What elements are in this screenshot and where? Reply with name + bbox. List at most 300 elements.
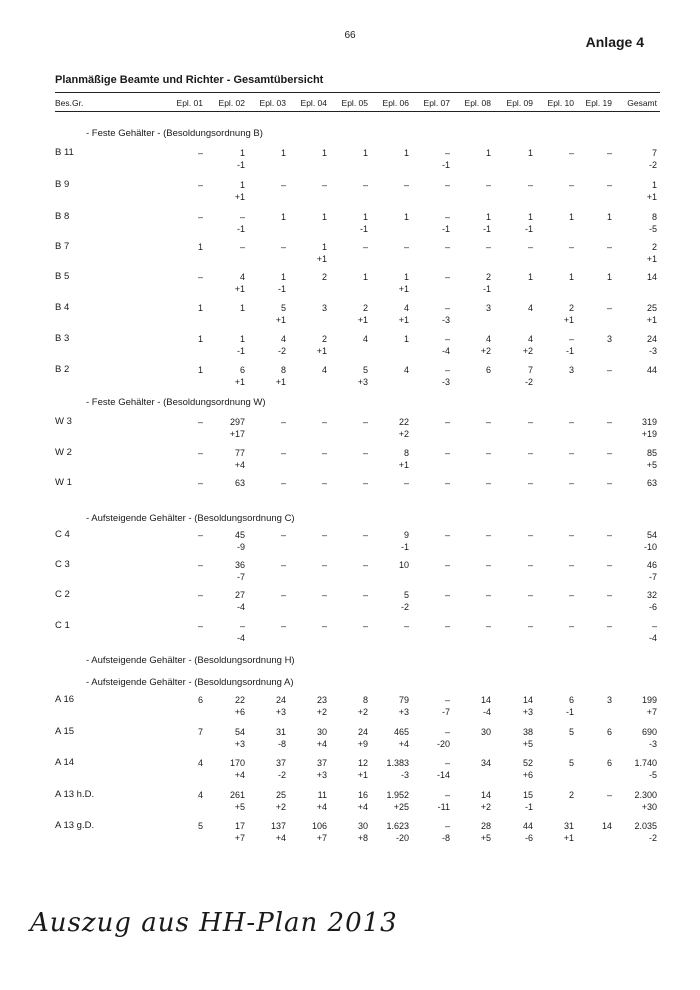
table-cell-change: +1 — [398, 284, 409, 294]
table-cell-value: – — [606, 148, 612, 158]
table-cell-change: +1 — [275, 377, 286, 387]
table-cell-change: +2 — [522, 346, 533, 356]
table-cell-value: – — [197, 590, 203, 600]
table-cell-value: – — [444, 478, 450, 488]
table-cell-change: -1 — [277, 284, 286, 294]
table-cell-value: – — [197, 560, 203, 570]
table-cell-value: 7 — [197, 727, 203, 737]
table-cell-value: – — [197, 530, 203, 540]
table-cell-value: 137 — [270, 821, 286, 831]
table-cell-value: 6 — [606, 727, 612, 737]
row-label: B 3 — [55, 333, 70, 344]
table-cell-value: – — [568, 148, 574, 158]
table-cell-value: 1 — [280, 212, 286, 222]
table-cell-value: 1 — [239, 180, 245, 190]
table-cell-value: 1 — [485, 212, 491, 222]
header-rule-top — [55, 92, 660, 93]
table-cell-value: – — [444, 530, 450, 540]
table-cell-value: – — [651, 621, 657, 631]
table-cell-value: – — [527, 560, 533, 570]
table-cell-value: 2 — [321, 272, 327, 282]
table-cell-value: 2 — [485, 272, 491, 282]
table-cell-value: – — [444, 560, 450, 570]
table-cell-change: -1 — [359, 224, 368, 234]
table-cell-value: – — [321, 560, 327, 570]
table-cell-change: -1 — [236, 224, 245, 234]
table-cell-value: – — [280, 180, 286, 190]
table-cell-change: +2 — [316, 707, 327, 717]
table-cell-value: – — [444, 695, 450, 705]
table-cell-value: 23 — [316, 695, 327, 705]
table-cell-value: 1 — [651, 180, 657, 190]
table-cell-value: 1 — [197, 303, 203, 313]
column-header: Epl. 03 — [259, 98, 286, 108]
table-cell-value: – — [568, 560, 574, 570]
table-cell-change: +1 — [275, 315, 286, 325]
table-cell-change: +4 — [234, 770, 245, 780]
table-cell-change: +7 — [316, 833, 327, 843]
table-cell-value: 1 — [527, 148, 533, 158]
table-cell-value: – — [321, 621, 327, 631]
table-cell-value: 11 — [317, 790, 327, 800]
table-cell-change: +1 — [316, 254, 327, 264]
table-cell-value: 1 — [321, 212, 327, 222]
table-cell-change: -1 — [524, 224, 533, 234]
row-label: A 16 — [55, 694, 75, 705]
table-cell-value: 1 — [280, 272, 286, 282]
table-cell-change: -2 — [648, 160, 657, 170]
table-cell-value: 24 — [275, 695, 286, 705]
table-cell-value: – — [280, 242, 286, 252]
table-cell-value: – — [403, 180, 409, 190]
table-cell-value: 15 — [522, 790, 533, 800]
table-cell-change: +1 — [234, 377, 245, 387]
table-cell-change: -8 — [277, 739, 286, 749]
row-label: B 5 — [55, 271, 70, 282]
table-cell-value: 4 — [239, 272, 245, 282]
table-cell-value: – — [280, 417, 286, 427]
table-cell-value: – — [606, 180, 612, 190]
table-cell-value: 1 — [527, 272, 533, 282]
column-header: Epl. 05 — [341, 98, 368, 108]
table-cell-change: +9 — [357, 739, 368, 749]
table-cell-value: – — [485, 448, 491, 458]
table-cell-value: 30 — [316, 727, 327, 737]
row-label: B 7 — [55, 241, 70, 252]
handwritten-note: Auszug aus HH-Plan 2013 — [30, 908, 398, 938]
table-cell-value: – — [280, 478, 286, 488]
table-cell-value: 1 — [239, 303, 245, 313]
table-cell-value: 4 — [197, 758, 203, 768]
table-cell-change: -1 — [441, 224, 450, 234]
table-cell-value: – — [444, 365, 450, 375]
table-cell-change: +5 — [480, 833, 491, 843]
table-cell-change: +2 — [275, 802, 286, 812]
table-cell-value: – — [444, 790, 450, 800]
table-cell-value: 38 — [522, 727, 533, 737]
table-cell-value: 4 — [280, 334, 286, 344]
table-cell-value: – — [197, 448, 203, 458]
column-header: Epl. 02 — [218, 98, 245, 108]
table-cell-change: -1 — [565, 707, 574, 717]
table-cell-change: -1 — [236, 160, 245, 170]
table-cell-value: 1 — [321, 242, 327, 252]
table-cell-value: 31 — [275, 727, 286, 737]
table-cell-value: 36 — [234, 560, 245, 570]
table-cell-value: 54 — [646, 530, 657, 540]
table-cell-value: 2 — [568, 790, 574, 800]
table-cell-value: 14 — [480, 790, 491, 800]
table-cell-value: 1 — [197, 334, 203, 344]
table-cell-value: 27 — [234, 590, 245, 600]
table-cell-value: – — [280, 621, 286, 631]
table-cell-value: 2.035 — [634, 821, 657, 831]
table-cell-value: – — [197, 212, 203, 222]
table-cell-value: 1 — [568, 212, 574, 222]
table-cell-value: 297 — [229, 417, 245, 427]
table-cell-value: 14 — [522, 695, 533, 705]
column-header: Epl. 04 — [300, 98, 327, 108]
table-cell-change: +3 — [234, 739, 245, 749]
table-cell-value: 4 — [527, 303, 533, 313]
table-cell-value: – — [197, 272, 203, 282]
table-cell-value: 1 — [606, 272, 612, 282]
table-cell-value: 170 — [229, 758, 245, 768]
table-cell-change: +1 — [316, 346, 327, 356]
table-cell-value: 14 — [480, 695, 491, 705]
table-cell-value: – — [362, 560, 368, 570]
table-cell-value: – — [444, 821, 450, 831]
table-cell-value: 8 — [403, 448, 409, 458]
table-cell-value: 3 — [606, 695, 612, 705]
table-cell-value: 4 — [362, 334, 368, 344]
table-cell-value: – — [527, 417, 533, 427]
table-cell-change: +6 — [522, 770, 533, 780]
table-cell-value: 4 — [527, 334, 533, 344]
table-cell-change: -1 — [524, 802, 533, 812]
table-cell-value: 1 — [362, 212, 368, 222]
table-cell-value: – — [362, 590, 368, 600]
table-cell-value: 63 — [234, 478, 245, 488]
table-cell-change: +6 — [234, 707, 245, 717]
table-cell-value: 2 — [362, 303, 368, 313]
table-cell-value: 2.300 — [634, 790, 657, 800]
table-cell-value: – — [485, 530, 491, 540]
table-cell-change: -1 — [482, 224, 491, 234]
row-label: B 2 — [55, 364, 70, 375]
section-heading: - Feste Gehälter - (Besoldungsordnung W) — [86, 397, 266, 408]
table-cell-value: – — [568, 417, 574, 427]
header-rule-bottom — [55, 111, 660, 112]
table-cell-value: – — [485, 590, 491, 600]
table-cell-value: 22 — [398, 417, 409, 427]
table-cell-value: – — [485, 180, 491, 190]
table-cell-value: – — [527, 590, 533, 600]
table-cell-value: – — [444, 180, 450, 190]
table-cell-value: – — [403, 621, 409, 631]
table-cell-value: – — [606, 417, 612, 427]
table-cell-value: – — [568, 530, 574, 540]
table-title: Planmäßige Beamte und Richter - Gesamtübersicht — [55, 74, 324, 86]
table-cell-change: -1 — [482, 284, 491, 294]
table-cell-value: 1.383 — [386, 758, 409, 768]
table-cell-change: +4 — [234, 460, 245, 470]
table-cell-value: – — [606, 530, 612, 540]
table-cell-value: 77 — [234, 448, 245, 458]
table-cell-value: 14 — [601, 821, 612, 831]
table-cell-change: +19 — [641, 429, 657, 439]
table-cell-value: 85 — [646, 448, 657, 458]
table-cell-change: -20 — [436, 739, 450, 749]
table-cell-change: +3 — [398, 707, 409, 717]
table-cell-value: – — [606, 448, 612, 458]
table-cell-change: +8 — [357, 833, 368, 843]
table-cell-change: -14 — [436, 770, 450, 780]
table-cell-change: +1 — [646, 254, 657, 264]
table-cell-value: – — [444, 758, 450, 768]
table-cell-value: 37 — [316, 758, 327, 768]
row-label: B 4 — [55, 302, 70, 313]
table-cell-change: +30 — [641, 802, 657, 812]
column-header: Epl. 01 — [176, 98, 203, 108]
table-cell-change: +4 — [275, 833, 286, 843]
table-cell-value: 5 — [403, 590, 409, 600]
table-cell-value: – — [197, 621, 203, 631]
table-cell-value: – — [321, 478, 327, 488]
table-cell-value: 261 — [229, 790, 245, 800]
column-header: Epl. 07 — [423, 98, 450, 108]
table-cell-value: 17 — [234, 821, 245, 831]
table-cell-value: – — [527, 242, 533, 252]
table-cell-value: 16 — [357, 790, 368, 800]
table-cell-value: 319 — [641, 417, 657, 427]
table-cell-value: – — [606, 621, 612, 631]
table-cell-value: 30 — [480, 727, 491, 737]
table-cell-change: -4 — [236, 602, 245, 612]
table-cell-value: – — [527, 530, 533, 540]
table-cell-change: +1 — [357, 770, 368, 780]
table-cell-value: – — [362, 417, 368, 427]
table-cell-change: -20 — [395, 833, 409, 843]
table-cell-value: 4 — [403, 365, 409, 375]
table-cell-change: -5 — [648, 224, 657, 234]
table-cell-value: 2 — [651, 242, 657, 252]
table-cell-value: – — [362, 478, 368, 488]
table-cell-change: -2 — [277, 770, 286, 780]
row-label: W 3 — [55, 416, 72, 427]
row-label: A 14 — [55, 757, 75, 768]
table-cell-value: – — [527, 448, 533, 458]
table-cell-value: – — [280, 590, 286, 600]
table-cell-value: 1 — [403, 148, 409, 158]
column-header: Epl. 09 — [506, 98, 533, 108]
table-cell-change: -11 — [437, 802, 450, 812]
table-cell-value: – — [197, 417, 203, 427]
table-cell-value: 1 — [568, 272, 574, 282]
table-cell-value: 10 — [398, 560, 409, 570]
table-cell-value: – — [568, 448, 574, 458]
table-cell-value: 690 — [641, 727, 657, 737]
table-cell-value: – — [485, 560, 491, 570]
table-cell-change: +2 — [480, 802, 491, 812]
table-cell-change: +2 — [357, 707, 368, 717]
table-cell-value: – — [321, 530, 327, 540]
table-cell-change: +4 — [316, 802, 327, 812]
table-cell-value: 8 — [280, 365, 286, 375]
table-cell-value: – — [197, 180, 203, 190]
table-cell-value: – — [606, 790, 612, 800]
table-cell-change: -3 — [441, 315, 450, 325]
table-cell-value: – — [568, 590, 574, 600]
table-cell-value: – — [606, 590, 612, 600]
table-cell-change: +4 — [398, 739, 409, 749]
table-cell-change: +5 — [646, 460, 657, 470]
table-cell-value: 6 — [606, 758, 612, 768]
section-heading: - Aufsteigende Gehälter - (Besoldungsordnung A) — [86, 677, 294, 688]
row-label: A 13 h.D. — [55, 789, 95, 800]
table-cell-change: +7 — [646, 707, 657, 717]
table-cell-change: +1 — [646, 192, 657, 202]
table-cell-value: 5 — [568, 758, 574, 768]
table-cell-value: 1 — [239, 334, 245, 344]
table-cell-value: 8 — [651, 212, 657, 222]
table-cell-value: – — [606, 303, 612, 313]
table-cell-value: – — [239, 621, 245, 631]
table-cell-value: – — [568, 621, 574, 631]
table-cell-value: – — [485, 242, 491, 252]
table-cell-change: -4 — [441, 346, 450, 356]
table-cell-change: -3 — [648, 739, 657, 749]
table-cell-change: -9 — [236, 542, 245, 552]
table-cell-change: -6 — [648, 602, 657, 612]
table-cell-change: +3 — [357, 377, 368, 387]
table-cell-change: -7 — [236, 572, 245, 582]
column-header: Epl. 19 — [585, 98, 612, 108]
table-cell-value: 6 — [568, 695, 574, 705]
table-cell-change: -4 — [482, 707, 491, 717]
table-cell-value: 1 — [197, 365, 203, 375]
table-cell-value: 4 — [321, 365, 327, 375]
table-cell-value: 31 — [563, 821, 574, 831]
table-cell-change: +4 — [316, 739, 327, 749]
table-cell-change: +3 — [316, 770, 327, 780]
table-cell-value: 3 — [485, 303, 491, 313]
table-cell-value: – — [362, 180, 368, 190]
table-cell-value: 46 — [646, 560, 657, 570]
table-cell-value: – — [485, 478, 491, 488]
table-cell-change: -2 — [277, 346, 286, 356]
table-cell-change: +1 — [398, 315, 409, 325]
table-cell-value: 14 — [646, 272, 657, 282]
table-cell-change: +2 — [480, 346, 491, 356]
table-cell-value: – — [485, 621, 491, 631]
table-cell-change: +3 — [522, 707, 533, 717]
table-cell-value: – — [568, 242, 574, 252]
table-cell-change: -7 — [648, 572, 657, 582]
table-cell-value: – — [444, 417, 450, 427]
table-cell-value: 12 — [357, 758, 368, 768]
table-cell-value: 5 — [568, 727, 574, 737]
table-cell-change: -1 — [236, 346, 245, 356]
table-cell-change: +1 — [234, 192, 245, 202]
table-cell-value: 6 — [485, 365, 491, 375]
table-cell-change: -2 — [400, 602, 409, 612]
table-cell-value: – — [403, 478, 409, 488]
table-cell-value: – — [527, 478, 533, 488]
table-cell-change: -7 — [441, 707, 450, 717]
table-cell-change: +4 — [357, 802, 368, 812]
table-cell-value: 25 — [275, 790, 286, 800]
column-header: Epl. 10 — [547, 98, 574, 108]
table-cell-value: – — [527, 621, 533, 631]
row-label: B 9 — [55, 179, 70, 190]
column-header: Epl. 06 — [382, 98, 409, 108]
table-cell-value: – — [321, 448, 327, 458]
table-cell-change: +1 — [646, 315, 657, 325]
row-label: W 2 — [55, 447, 72, 458]
table-cell-value: 106 — [311, 821, 327, 831]
table-cell-change: -8 — [441, 833, 450, 843]
table-cell-value: 1 — [403, 212, 409, 222]
table-cell-change: +5 — [234, 802, 245, 812]
table-cell-value: 54 — [234, 727, 245, 737]
table-cell-value: – — [280, 560, 286, 570]
table-cell-change: +25 — [393, 802, 409, 812]
table-cell-value: 1.623 — [386, 821, 409, 831]
table-cell-value: 34 — [480, 758, 491, 768]
table-cell-change: -1 — [565, 346, 574, 356]
table-cell-change: -1 — [400, 542, 409, 552]
table-cell-value: 25 — [646, 303, 657, 313]
table-cell-value: 1 — [606, 212, 612, 222]
table-cell-change: -3 — [441, 377, 450, 387]
table-cell-value: – — [362, 242, 368, 252]
table-cell-change: +3 — [275, 707, 286, 717]
table-cell-value: 4 — [485, 334, 491, 344]
table-cell-value: 1 — [403, 272, 409, 282]
table-cell-value: – — [321, 417, 327, 427]
table-cell-value: 1 — [280, 148, 286, 158]
table-cell-change: +7 — [234, 833, 245, 843]
table-cell-value: – — [606, 365, 612, 375]
table-cell-value: – — [606, 560, 612, 570]
table-cell-change: -3 — [400, 770, 409, 780]
table-cell-value: 3 — [606, 334, 612, 344]
table-cell-value: 1 — [321, 148, 327, 158]
table-cell-value: 5 — [197, 821, 203, 831]
table-cell-value: 1 — [197, 242, 203, 252]
table-cell-value: 44 — [522, 821, 533, 831]
table-cell-value: – — [197, 478, 203, 488]
table-cell-value: – — [606, 242, 612, 252]
table-cell-value: 63 — [646, 478, 657, 488]
table-cell-value: 24 — [357, 727, 368, 737]
table-cell-value: – — [362, 530, 368, 540]
table-cell-value: 28 — [480, 821, 491, 831]
table-cell-value: 6 — [239, 365, 245, 375]
table-cell-value: – — [444, 212, 450, 222]
section-heading: - Aufsteigende Gehälter - (Besoldungsordnung H) — [86, 655, 295, 666]
table-cell-value: 2 — [321, 334, 327, 344]
table-cell-change: -5 — [648, 770, 657, 780]
table-cell-value: 32 — [646, 590, 657, 600]
table-cell-value: – — [444, 334, 450, 344]
table-cell-value: – — [403, 242, 409, 252]
table-cell-change: -6 — [524, 833, 533, 843]
table-cell-value: 1.952 — [386, 790, 409, 800]
table-cell-value: – — [444, 621, 450, 631]
column-header-besgr: Bes.Gr. — [55, 98, 84, 108]
